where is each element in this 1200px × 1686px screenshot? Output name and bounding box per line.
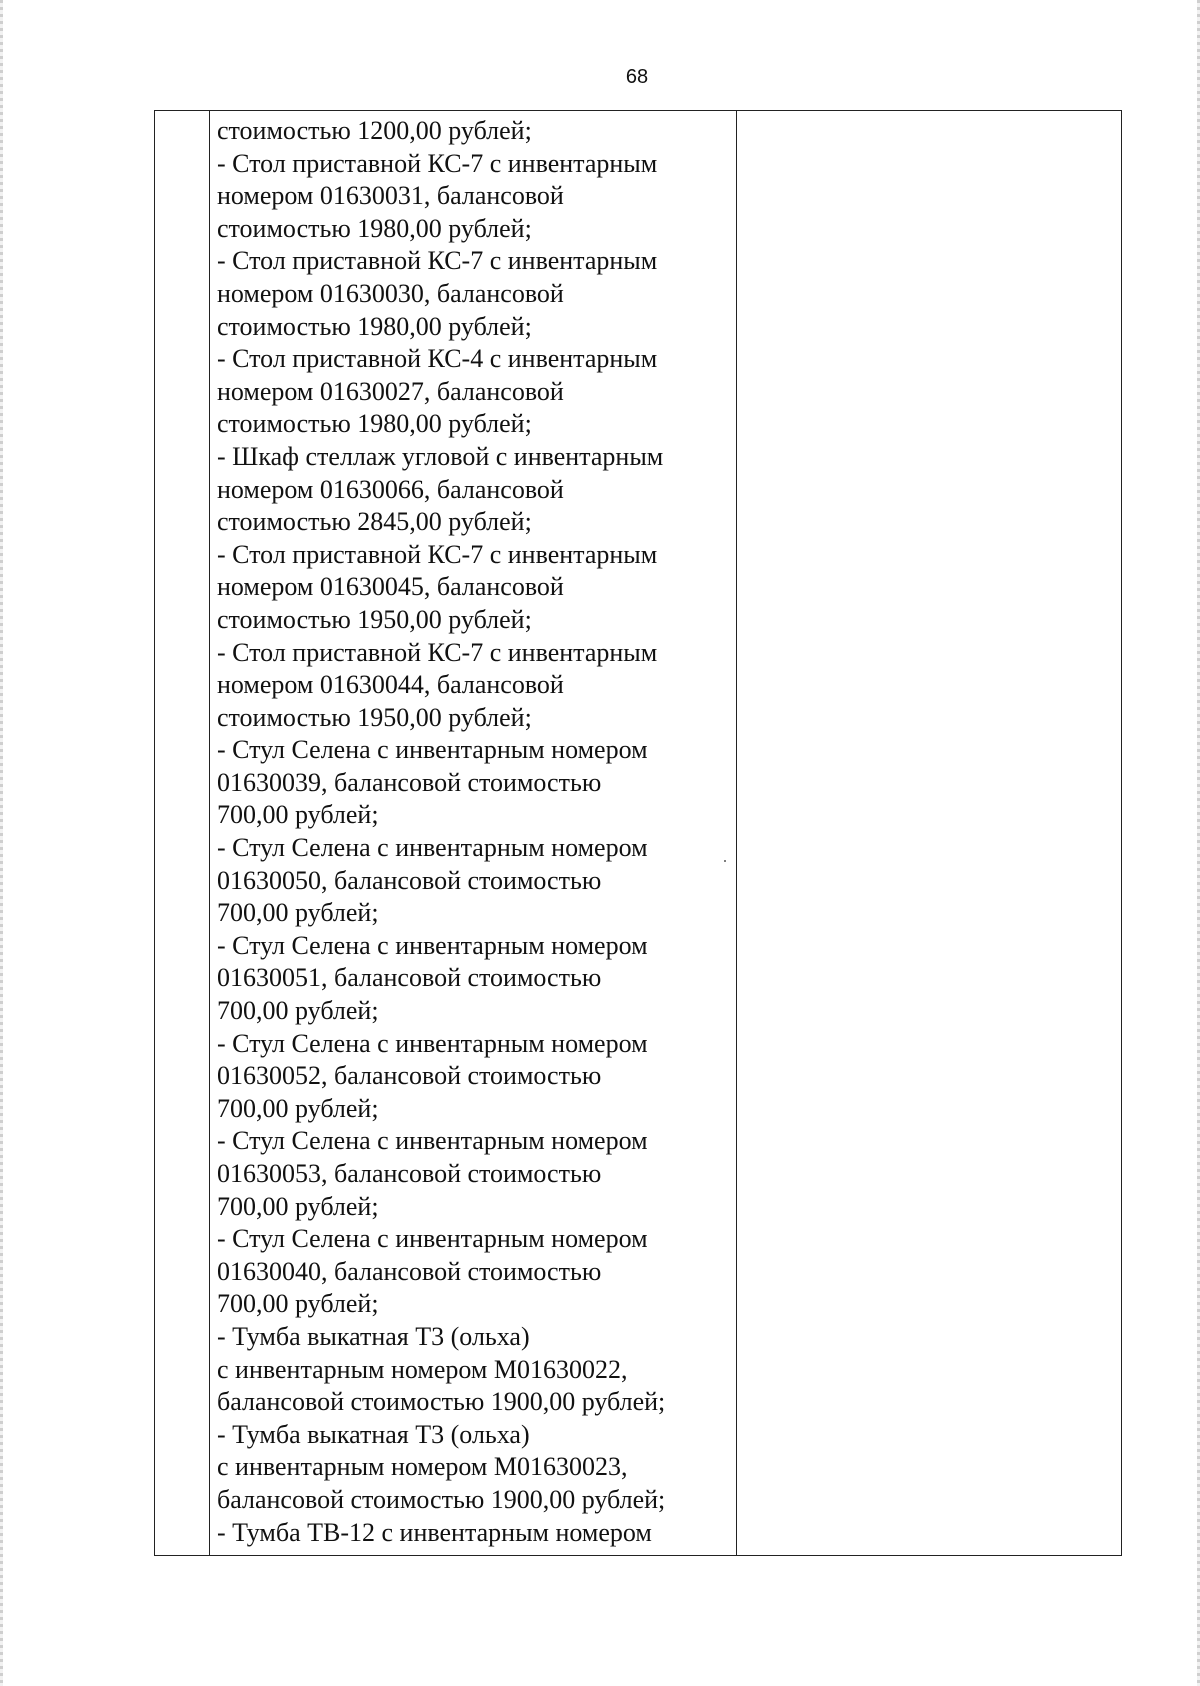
description-line: номером 01630045, балансовой: [217, 572, 564, 602]
description-line: - Тумба ТВ-12 с инвентарным номером: [217, 1517, 652, 1547]
description-line: с инвентарным номером М01630023,: [217, 1452, 628, 1482]
description-line: 700,00 рублей;: [217, 1191, 379, 1221]
description-line: 01630040, балансовой стоимостью: [217, 1256, 602, 1286]
description-line: - Тумба выкатная Т3 (ольха): [217, 1321, 530, 1351]
description-line: стоимостью 1200,00 рублей;: [217, 116, 532, 145]
property-table: [154, 110, 1122, 1556]
description-line: стоимостью 1980,00 рублей;: [217, 311, 532, 341]
description-line: 01630050, балансовой стоимостью: [217, 865, 602, 895]
description-line: 01630053, балансовой стоимостью: [217, 1159, 602, 1188]
description-line: номером 01630031, балансовой: [217, 181, 564, 211]
description-line: 01630052, балансовой стоимостью: [217, 1061, 602, 1091]
description-line: 700,00 рублей;: [217, 800, 379, 830]
description-line: балансовой стоимостью 1900,00 рублей;: [217, 1387, 666, 1417]
column-divider-left: [209, 111, 210, 1555]
scan-edge-left: [0, 0, 3, 1686]
description-line: 01630051, балансовой стоимостью: [217, 963, 602, 993]
description-line: 700,00 рублей;: [217, 1289, 379, 1319]
description-line: балансовой стоимостью 1900,00 рублей;: [217, 1484, 666, 1514]
description-line: номером 01630066, балансовой: [217, 474, 564, 504]
description-line: - Стол приставной КС-7 с инвентарным: [217, 637, 658, 667]
page-number: 68: [625, 66, 649, 88]
description-line: - Стул Селена с инвентарным номером: [217, 1126, 648, 1156]
description-line: - Стул Селена с инвентарным номером: [217, 1224, 648, 1254]
description-line: номером 01630044, балансовой: [217, 670, 564, 700]
description-line: стоимостью 1950,00 рублей;: [217, 702, 532, 732]
description-line: 700,00 рублей;: [217, 996, 379, 1026]
description-line: 700,00 рублей;: [217, 1093, 379, 1123]
description-line: номером 01630030, балансовой: [217, 278, 564, 308]
description-line: - Стул Селена с инвентарным номером: [217, 930, 648, 960]
description-line: - Стул Селена с инвентарным номером: [217, 833, 648, 863]
description-line: стоимостью 1980,00 рублей;: [217, 213, 532, 243]
description-line: - Стол приставной КС-7 с инвентарным: [217, 246, 658, 276]
description-line: 01630039, балансовой стоимостью: [217, 767, 602, 797]
description-line: - Стол приставной КС-4 с инвентарным: [217, 344, 658, 374]
description-line: - Шкаф стеллаж угловой с инвентарным: [217, 441, 664, 471]
description-line: стоимостью 2845,00 рублей;: [217, 507, 532, 537]
description-line: - Стул Селена с инвентарным номером: [217, 1028, 648, 1058]
description-cell: [217, 115, 732, 1549]
description-line: стоимостью 1950,00 рублей;: [217, 604, 532, 634]
description-line: - Стол приставной КС-7 с инвентарным: [217, 148, 658, 178]
description-line: - Стул Селена с инвентарным номером: [217, 735, 648, 765]
description-line: с инвентарным номером М01630022,: [217, 1354, 628, 1384]
description-line: 700,00 рублей;: [217, 898, 379, 928]
scan-speck: [724, 860, 726, 862]
column-divider-right: [736, 111, 737, 1555]
description-line: стоимостью 1980,00 рублей;: [217, 409, 532, 439]
description-line: номером 01630027, балансовой: [217, 376, 564, 406]
description-line: - Стол приставной КС-7 с инвентарным: [217, 539, 658, 569]
description-line: - Тумба выкатная Т3 (ольха): [217, 1419, 530, 1449]
